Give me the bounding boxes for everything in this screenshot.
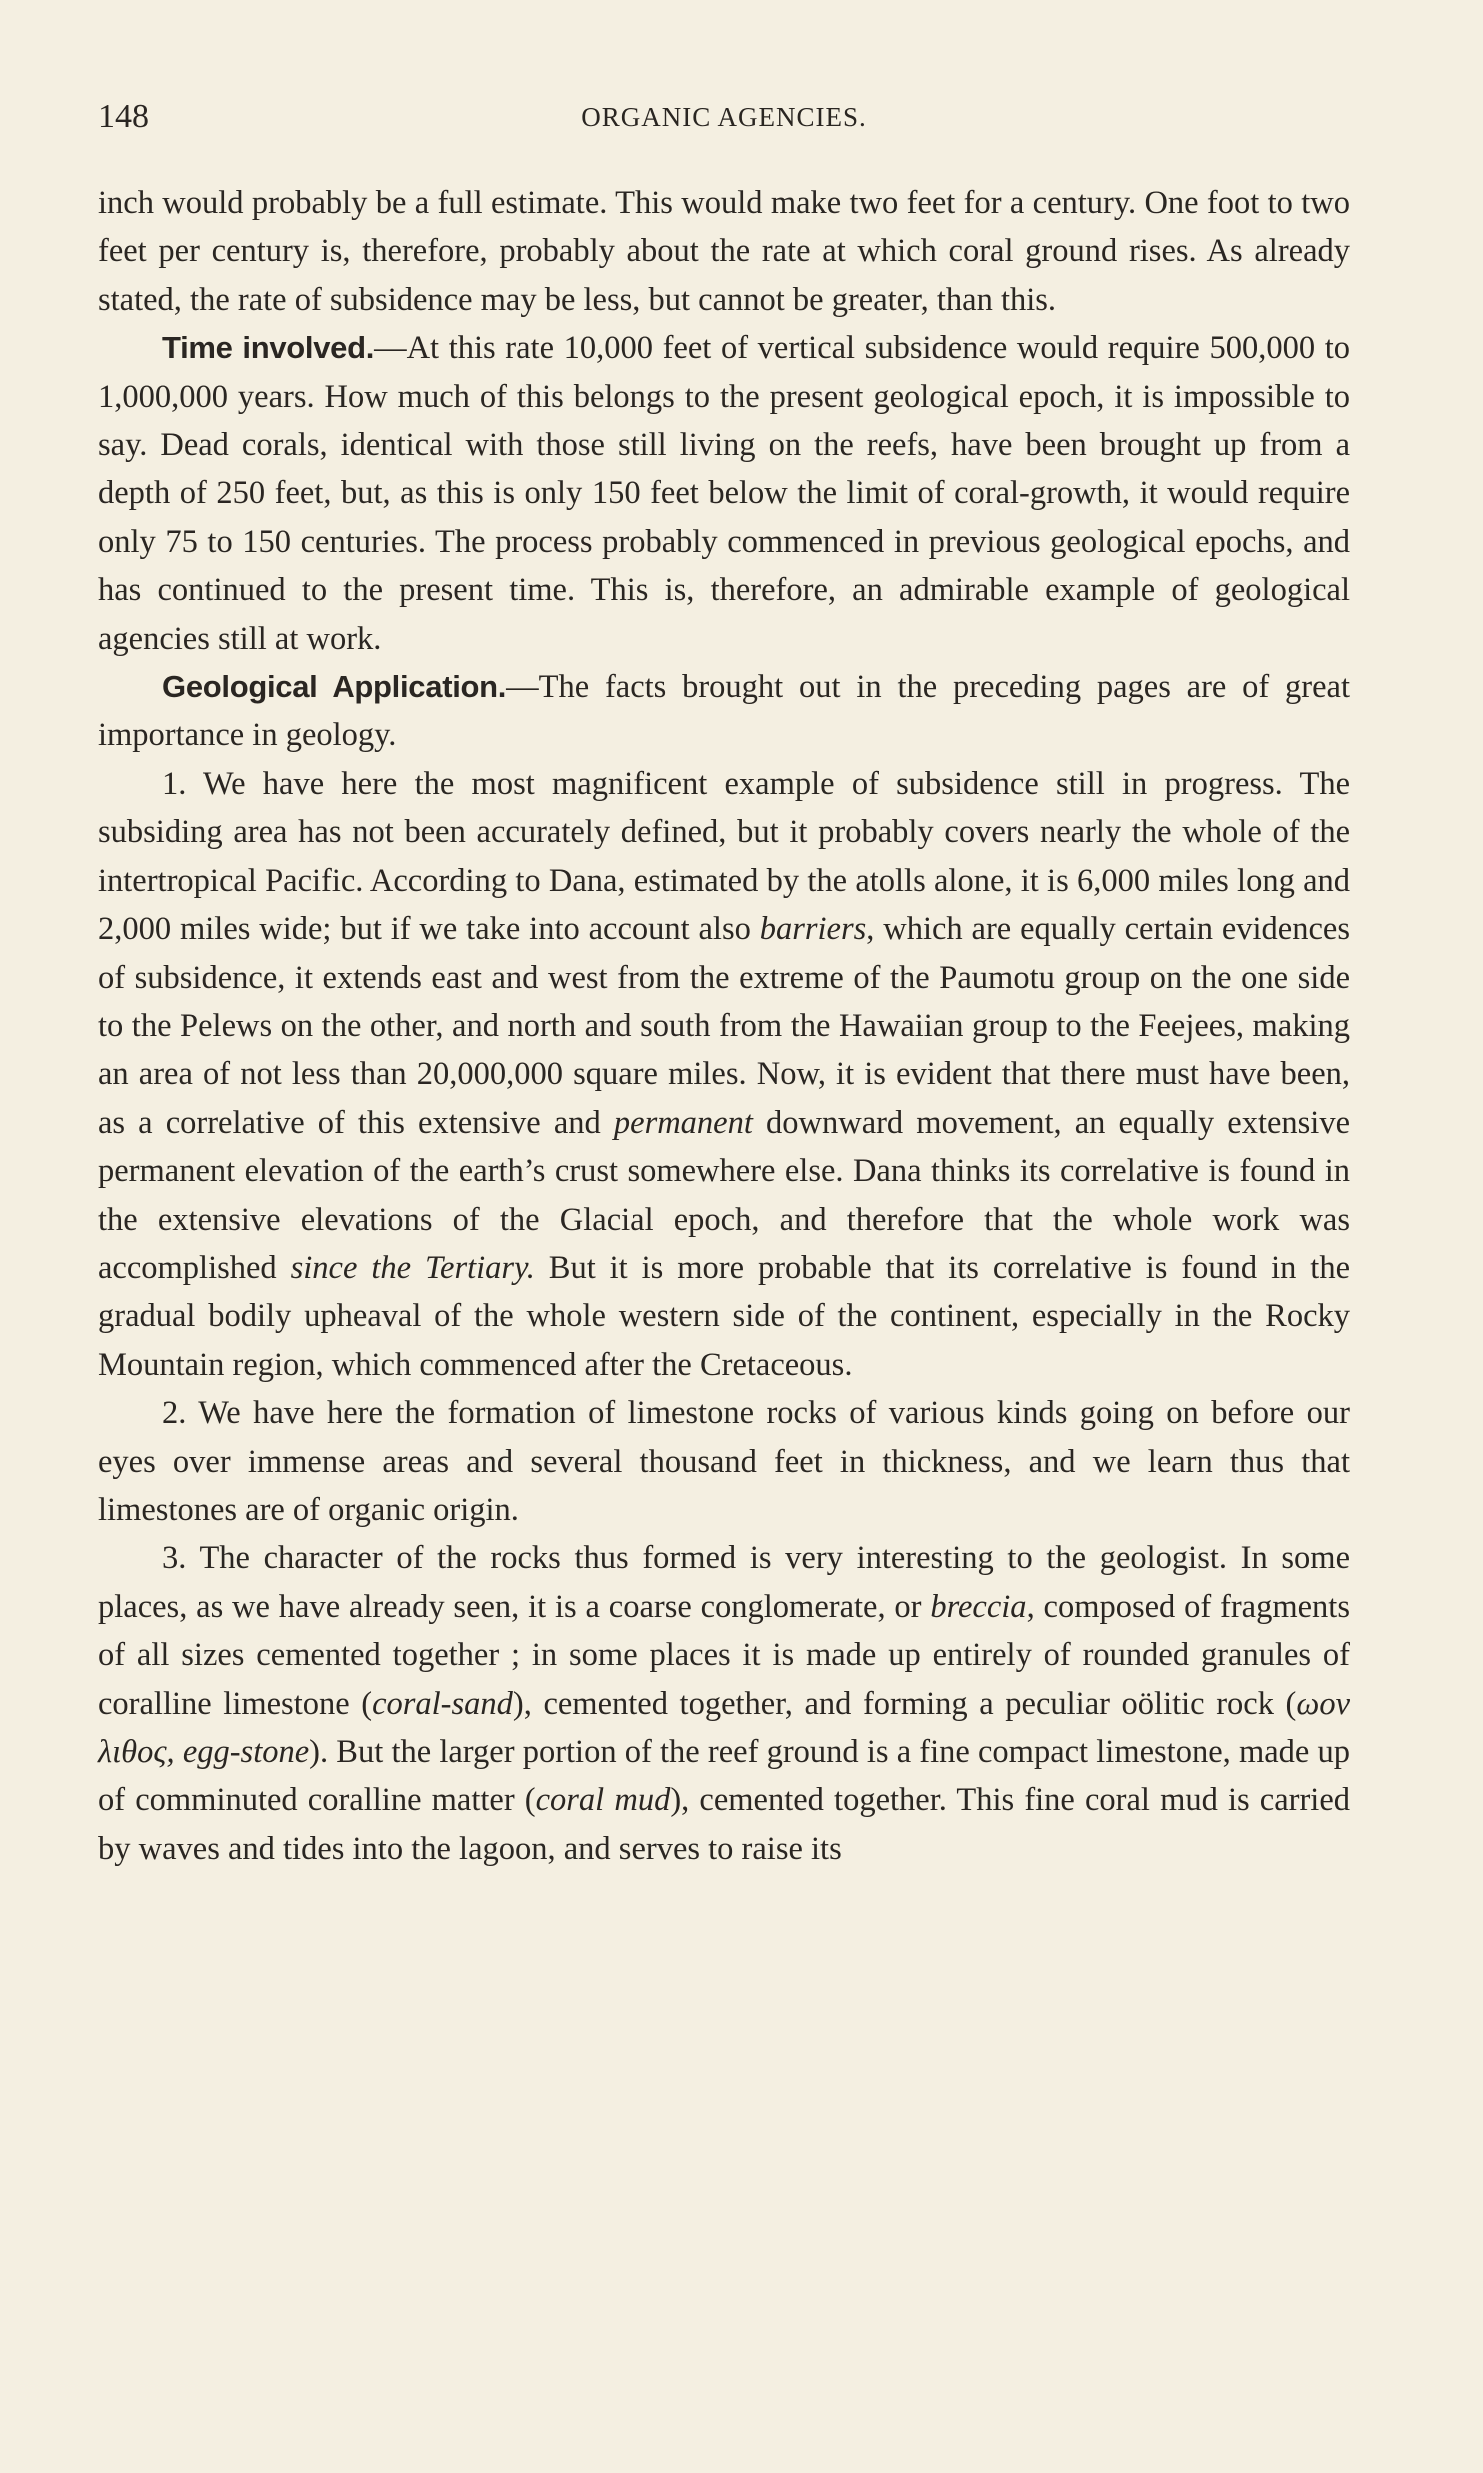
section-heading-geological-application: Geological Application.	[162, 669, 507, 705]
paragraph-geological-application	[98, 663, 1350, 760]
text-run: , composed of fragments of all sizes cemented together ; in some places it is made up entirely of rounded granules of coralline limestone (	[98, 1588, 1350, 1722]
section-heading-time-involved: Time involved.	[162, 330, 375, 366]
paragraph-point-3	[98, 1534, 1350, 1873]
paragraph-text: —At this rate 10,000 feet of vertical subsidence would require 500,000 to 1,000,000 years. How much of this belongs to the present geological epoch, it is impossible to say. Dead corals, identical with those still living on the reefs, have been brought up from a depth of 250 feet, but, as this is only 150 feet below the limit of coral-growth, it would require only 75 to 150 centuries. The process probably commenced in previous geological epochs, and has continued to the present time. This is, therefore, an admirable example of geological agencies still at work.	[98, 330, 1350, 657]
body-text	[98, 179, 1350, 1873]
text-run: downward movement, an equally extensive permanent elevation of the earth’s crust somewhere else. Dana thinks its correlative is found in the extensive elevations of the Glacial epoch, and therefore that the whole work was accomplished	[98, 1104, 1350, 1286]
text-run: But it is more probable that its correlative is found in the gradual bodily upheaval of the whole western side of the continent, especially in the Rocky Mountain region, which commenced after the Cretaceous.	[98, 1249, 1350, 1383]
page-number: 148	[98, 98, 149, 135]
paragraph-point-2	[98, 1389, 1350, 1534]
text-run: 3. The character of the rocks thus formed is very interesting to the geologist. In some places, as we have already seen, it is a coarse conglomerate, or	[98, 1540, 1350, 1625]
italic-term: barriers	[759, 911, 867, 948]
paragraph-text: inch would probably be a full estimate. This would make two feet for a century. One foot to two feet per century is, therefore, probably about the rate at which coral ground rises. As already stated, the rate of subsidence may be less, but cannot be greater, than this.	[98, 185, 1350, 318]
paragraph-rate-of-growth	[98, 179, 1350, 324]
text-run: ). But the larger portion of the reef ground is a fine compact limestone, made up of comminuted coralline matter (	[98, 1734, 1351, 1819]
italic-term: ωον λιθος, egg-stone	[98, 1685, 1350, 1770]
page-header	[98, 98, 1350, 142]
text-run: ), cemented together, and forming a peculiar oölitic rock (	[512, 1685, 1297, 1722]
italic-term: coral mud	[535, 1782, 671, 1819]
paragraph-time-involved	[98, 324, 1350, 663]
text-run: ), cemented together. This fine coral mud is carried by waves and tides into the lagoon, and serves to raise its	[98, 1782, 1351, 1867]
italic-term: breccia	[930, 1588, 1027, 1625]
text-run: 1. We have here the most magnificent example of subsidence still in progress. The subsiding area has not been accurately defined, but it probably covers nearly the whole of the intertropical Pacific. According to Dana, estimated by the atolls alone, it is 6,000 miles long and 2,000 miles wide; but if we take into account also	[98, 765, 1350, 948]
running-title: ORGANIC AGENCIES.	[581, 102, 867, 132]
paragraph-point-1	[98, 760, 1350, 1389]
italic-term: since the Tertiary.	[290, 1249, 535, 1286]
paragraph-text: —The facts brought out in the preceding pages are of great importance in geology.	[98, 669, 1350, 754]
italic-term: coral-sand	[372, 1685, 513, 1722]
text-run: , which are equally certain evidences of subsidence, it extends east and west from the extreme of the Paumotu group on the one side to the Pelews on the other, and north and south from the Hawaiian group to the Feejees, making an area of not less than 20,000,000 square miles. Now, it is evident that there must have been, as a correlative of this extensive and	[98, 911, 1350, 1141]
italic-term: permanent	[613, 1104, 753, 1141]
paragraph-text: 2. We have here the formation of limestone rocks of various kinds going on before our eyes over immense areas and several thousand feet in thickness, and we learn thus that limestones are of organic origin.	[98, 1395, 1350, 1528]
